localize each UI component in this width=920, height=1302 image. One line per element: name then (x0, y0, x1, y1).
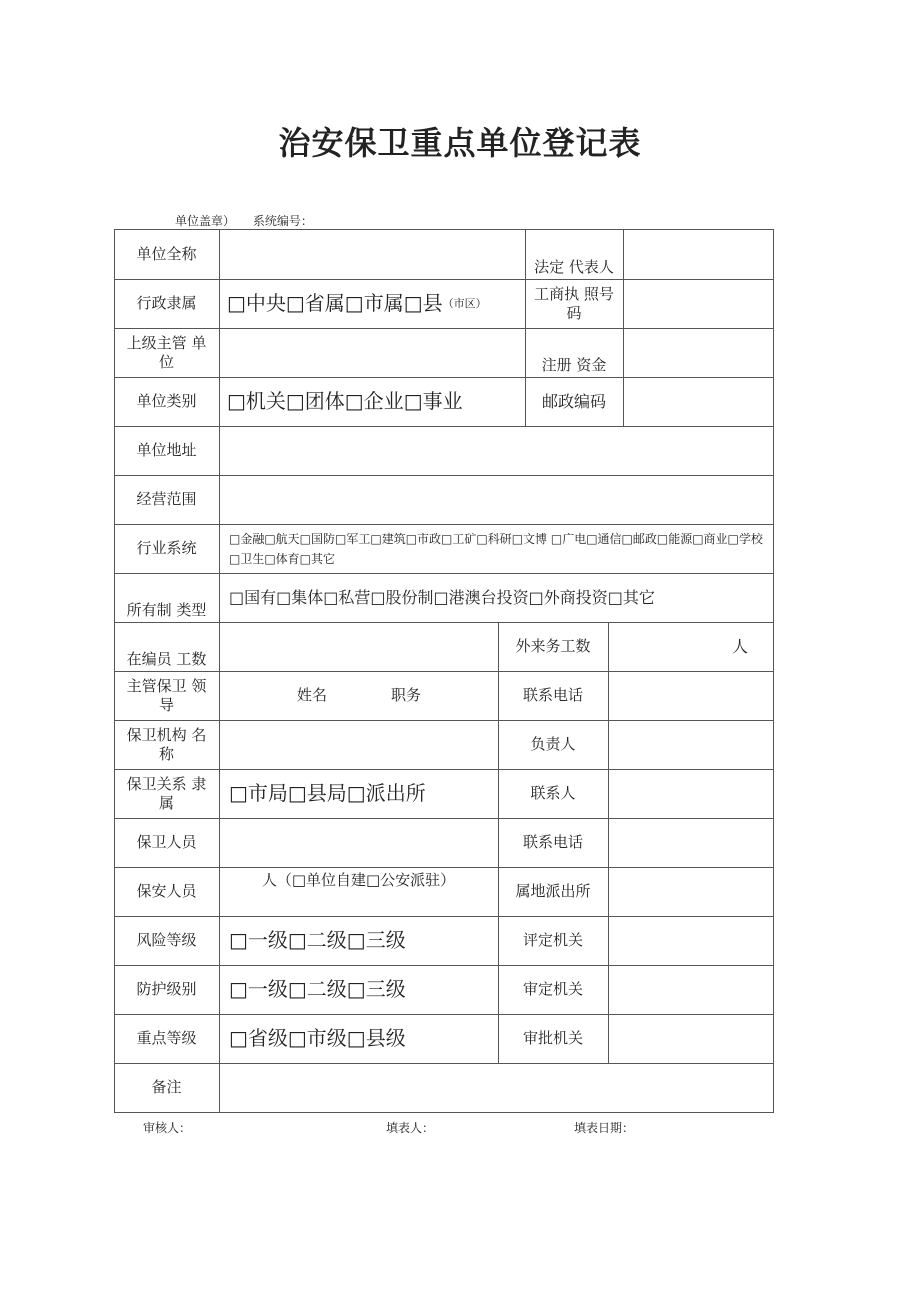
label-risk: 风险等级 (136, 931, 197, 949)
label-superior: 上级主管 单位 (126, 333, 207, 371)
label-capital: 注册 资金 (541, 356, 607, 374)
migrant-unit: 人 (731, 637, 748, 656)
form-header (175, 212, 327, 229)
label-security-staff: 保安人员 (136, 882, 197, 900)
label-category: 单位类别 (136, 392, 197, 410)
security-rel-options: □市局□县局□派出所 (229, 781, 426, 805)
label-risk-authority: 评定机关 (522, 931, 583, 949)
registration-table (114, 229, 774, 1113)
date-label: 填表日期： (574, 1121, 635, 1135)
label-approval-authority: 审批机关 (522, 1029, 583, 1047)
label-key-level: 重点等级 (136, 1029, 197, 1047)
label-leader-phone: 联系电话 (522, 686, 583, 704)
page-title: 治安保卫重点单位登记表 (278, 124, 642, 162)
leader-fields (219, 671, 498, 720)
seal-label: 单位盖章） (175, 214, 236, 228)
reviewer-label: 审核人： (143, 1121, 192, 1135)
label-remarks: 备注 (151, 1078, 182, 1096)
industry-options: □金融□航天□国防□军工□建筑□市政□工矿□科研□文博 □广电□通信□邮政□能源□商业□学校□卫生□体育□其它 (229, 531, 763, 566)
label-org-head: 负责人 (530, 735, 576, 753)
ownership-options: □国有□集体□私营□股份制□港澳台投资□外商投资□其它 (229, 588, 655, 607)
label-legal-rep: 法定 代表人 (534, 258, 614, 276)
label-postcode: 邮政编码 (541, 392, 606, 411)
admin-options (219, 279, 525, 328)
label-ownership: 所有制 类型 (126, 601, 207, 619)
label-scope: 经营范围 (136, 490, 197, 508)
protection-options: □一级□二级□三级 (229, 977, 406, 1001)
label-leader: 主管保卫 领导 (126, 676, 207, 714)
label-staff: 在编员 工数 (126, 650, 207, 668)
risk-options: □一级□二级□三级 (229, 928, 406, 952)
leader-duty-label: 职务 (391, 686, 422, 704)
admin-options-note: （市区） (442, 297, 487, 310)
label-industry: 行业系统 (136, 539, 197, 557)
label-security-org: 保卫机构 名称 (126, 725, 207, 763)
admin-options-text: □中央□省属□市属□县 (227, 291, 443, 315)
label-migrant: 外来务工数 (515, 637, 591, 655)
label-contact: 联系人 (530, 784, 576, 802)
category-options: □机关□团体□企业□事业 (227, 389, 463, 413)
label-protection: 防护级别 (136, 980, 197, 998)
filler-label: 填表人： (386, 1121, 435, 1135)
label-guards-phone: 联系电话 (522, 833, 583, 851)
label-security-rel: 保卫关系 隶属 (126, 774, 207, 812)
label-police-station: 属地派出所 (515, 882, 591, 900)
key-level-options: □省级□市级□县级 (229, 1026, 406, 1050)
label-unit-name: 单位全称 (136, 244, 197, 263)
label-guards: 保卫人员 (136, 833, 197, 851)
label-protection-authority: 审定机关 (522, 980, 583, 998)
label-license-no: 工商执 照号码 (534, 284, 614, 322)
system-no-label: 系统编号： (252, 214, 313, 228)
leader-name-label: 姓名 (297, 686, 328, 704)
label-address: 单位地址 (136, 441, 197, 459)
security-staff-note: 人（□单位自建□公安派驻） (261, 871, 456, 889)
label-admin: 行政隶属 (136, 294, 197, 312)
